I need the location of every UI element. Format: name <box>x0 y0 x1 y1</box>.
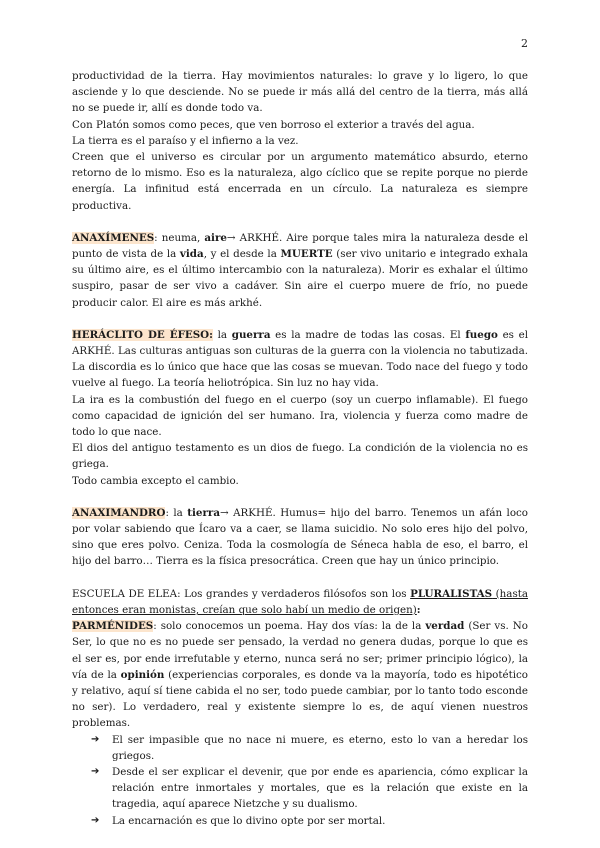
anaximenes-paragraph: ANAXÍMENES: neuma, aire→ ARKHÉ. Aire porque tales mira la naturaleza desde el punto de vista de la vida, y el desde la MUERTE (ser vivo unitario e integrado exhala su último aire, es el último intercambio con la naturaleza). Morir es exhalar el último suspiro, pasar de ser vivo a cadáver. Sin aire el cuerpo muere de frío, no puede producir calor. El aire es más arkhé. <box>72 231 528 309</box>
paragraph: Con Platón somos como peces, que ven borroso el exterior a través del agua. <box>72 118 475 131</box>
keyword-aire: aire <box>204 231 227 244</box>
keyword-opinion: opinión <box>120 668 165 681</box>
list-item: ➔ La encarnación es que lo divino opte por ser mortal. <box>112 813 528 829</box>
parmenides-paragraph: PARMÉNIDES: solo conocemos un poema. Hay dos vías: la de la verdad (Ser vs. No Ser, lo que no es no puede ser pensado, la verdad no genera dudas, porque lo que es el ser es, por ende irrefutable y eterno, nunca será no ser; primer principio lógico), la vía de la opinión (experiencias corporales, es donde va la mayoría, todo es hipotético y relativo, aquí sí tiene cabida el no ser, todo puede cambiar, por lo tanto todo esconde no ser). Lo verdadero, real y existente siempre lo es, de aquí vienen nuestros problemas. <box>72 620 528 730</box>
anaximenes-heading: ANAXÍMENES <box>72 231 155 244</box>
paragraph: La ira es la combustión del fuego en el cuerpo (soy un cuerpo inflamable). El fuego como capacidad de ignición del ser humano. Ira, violencia y fuerza como madre de todo lo que nace. <box>72 393 528 439</box>
list-item: ➔ El ser impasible que no nace ni muere, es eterno, esto lo van a heredar los griegos. <box>91 733 528 762</box>
paragraph: Todo cambia excepto el cambio. <box>72 474 239 487</box>
keyword-fuego: fuego <box>465 328 498 341</box>
bullet-list <box>72 732 528 829</box>
parmenides-heading: PARMÉNIDES <box>72 620 154 633</box>
page-number: 2 <box>521 37 528 50</box>
arrow-right-icon: ➔ <box>91 765 100 777</box>
paragraph: El dios del antiguo testamento es un dios de fuego. La condición de la violencia no es griega. <box>72 442 528 471</box>
keyword-muerte: MUERTE <box>280 248 333 261</box>
keyword-tierra: tierra <box>187 506 221 519</box>
paragraph: La tierra es el paraíso y el infierno a la vez. <box>72 134 299 147</box>
keyword-verdad: verdad <box>425 620 465 633</box>
anaximandro-paragraph: ANAXIMANDRO: la tierra→ ARKHÉ. Humus= hijo del barro. Tenemos un afán loco por volar sabiendo que Ícaro va a caer, se llama suicidio. No solo eres hijo del polvo, sino que eres polvo. Ceniza. Toda la cosmología de Séneca habla de eso, el barro, el hijo del barro… Tierra es la física presocrática. Creen que hay un único principio. <box>72 506 528 568</box>
list-item: ➔ Desde el ser explicar el devenir, que por ende es apariencia, cómo explicar la relación entre inmortales y mortales, que es la relación que existe en la tragedia, aquí aparece Nietzche y su dualismo. <box>91 765 528 811</box>
elea-paragraph: ESCUELA DE ELEA: Los grandes y verdaderos filósofos son los PLURALISTAS (hasta entonces eran monistas, creían que solo habí un medio de origen): <box>72 587 528 616</box>
heraclito-heading: HERÁCLITO DE ÉFESO: <box>72 328 213 341</box>
keyword-guerra: guerra <box>231 328 271 341</box>
keyword-vida: vida <box>179 248 204 261</box>
heraclito-paragraph: HERÁCLITO DE ÉFESO: la guerra es la madre de todas las cosas. El fuego es el ARKHÉ. Las culturas antiguas son culturas de la guerra con la violencia no tabutizada. La discordia es lo único que hace que las cosas se muevan. Todo nace del fuego y todo vuelve al fuego. La teoría heliotrópica. Sin luz no hay vida. <box>72 328 529 390</box>
paragraph: Creen que el universo es circular por un argumento matemático absurdo, eterno retorno de lo mismo. Eso es la naturaleza, algo cíclico que se repite porque no pierde energía. La infinitud está encerrada en un círculo. La naturaleza es siempre productiva. <box>72 151 528 212</box>
arrow-right-icon: ➔ <box>91 733 100 745</box>
anaximandro-heading: ANAXIMANDRO <box>72 506 166 519</box>
document-body <box>72 68 528 829</box>
paragraph: productividad de la tierra. Hay movimientos naturales: lo grave y lo ligero, lo que asciende y lo que desciende. No se puede ir más allá del centro de la tierra, más allá no se puede ir, allí es donde todo va. <box>72 70 528 115</box>
keyword-pluralistas: PLURALISTAS <box>410 587 493 600</box>
arrow-right-icon: ➔ <box>91 814 100 826</box>
